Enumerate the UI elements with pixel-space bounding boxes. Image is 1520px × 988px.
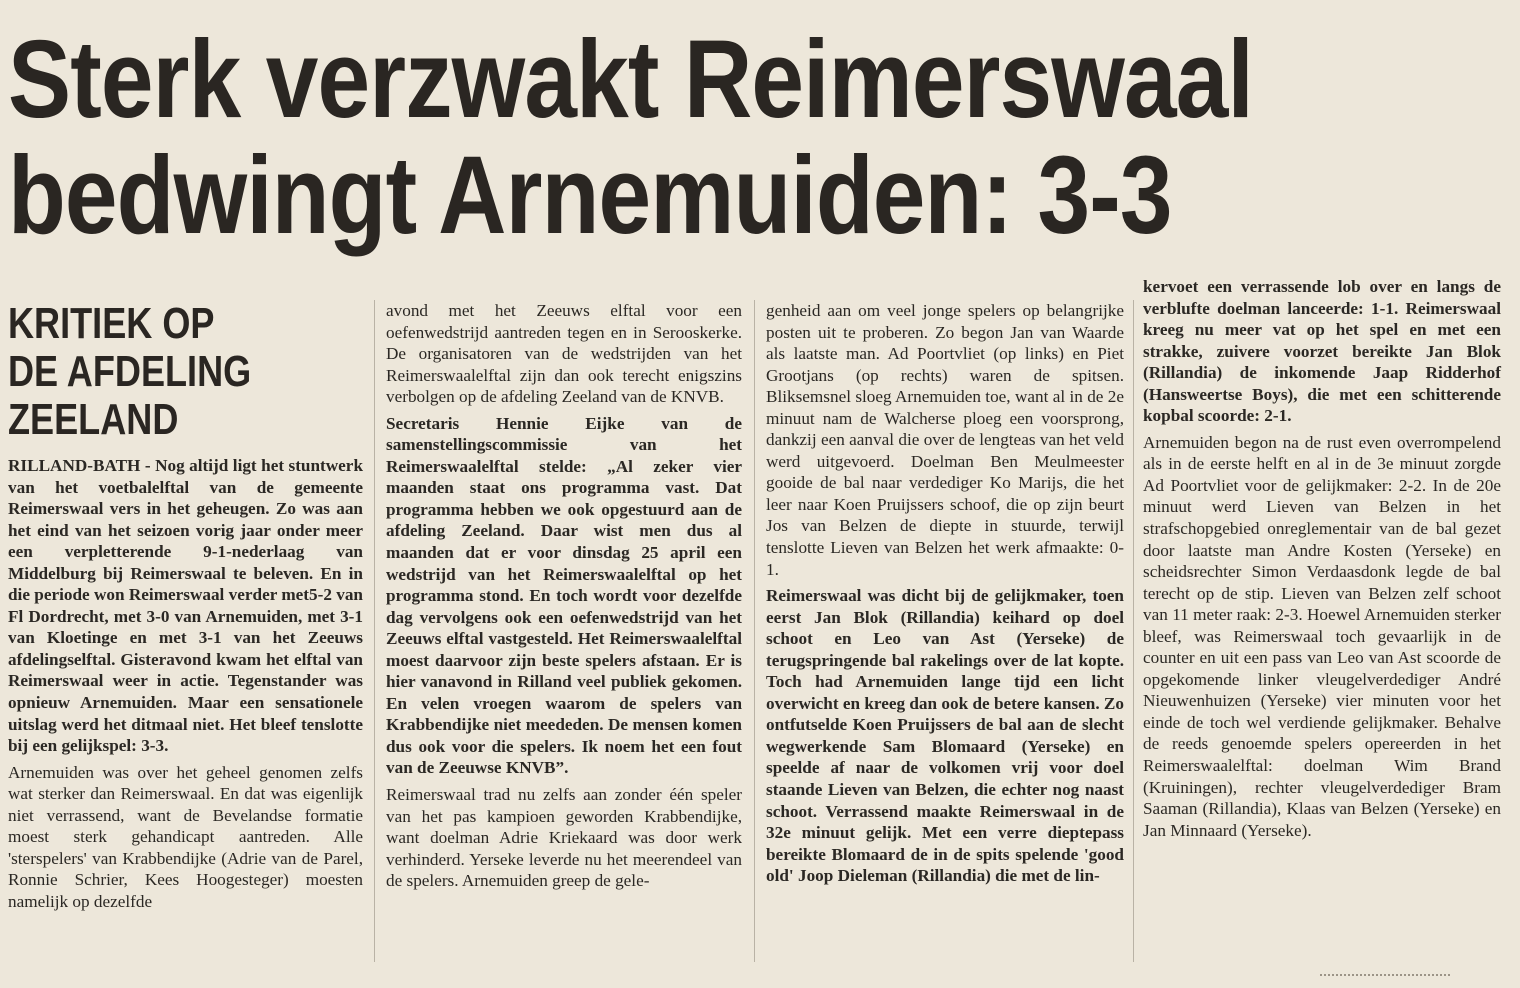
article-column-2: [386, 300, 742, 892]
headline-line-1: Sterk verzwakt Reimerswaal: [8, 18, 1253, 141]
column-divider: [754, 300, 755, 962]
paragraph: genheid aan om veel jonge spelers op belangrijke posten uit te proberen. Zo begon Jan van Waarde als laatste man. Ad Poortvliet (op links) en Piet Grootjans (op rechts) waren de spitsen. Bliksemsnel sloeg Arnemuiden toe, want al in de 2e minuut nam de Walcherse ploeg een voorsprong, dankzij een aanval die over de lengteas van het veld werd uitgevoerd. Doelman Ben Meulmeester gooide de bal naar verdediger Ko Marijs, die het leer naar Koen Pruijssers schoof, die op zijn beurt Jos van Belzen de diepte in stuurde, terwijl tenslotte Lieven van Belzen het werk afmaakte: 0-1.: [766, 301, 1124, 579]
subheading-line-1: KRITIEK OP: [8, 299, 215, 348]
article-column-3: [766, 300, 1124, 887]
column-divider: [1133, 300, 1134, 962]
paragraph: Reimerswaal trad nu zelfs aan zonder één speler van het pas kampioen geworden Krabbendijke, want doelman Adrie Kriekaard was door werk verhinderd. Yerseke leverde nu het meerendeel van de spelers. Arnemuiden greep de gele-: [386, 785, 742, 891]
article-column-4: [1143, 276, 1501, 841]
subheading: [8, 300, 352, 444]
paragraph: avond met het Zeeuws elftal voor een oefenwedstrijd aantreden tegen en in Serooskerke. De organisatoren van de wedstrijden van het Reimerswaalelftal zijn dan ook terecht enigszins verbolgen op de afdeling Zeeland van de KNVB.: [386, 301, 742, 407]
paragraph: Arnemuiden was over het geheel genomen zelfs wat sterker dan Reimerswaal. En dat was eigenlijk niet verrassend, want de Bevelandse formatie moest sterk gehandicapt aantreden. Alle 'sterspelers' van Krabbendijke (Adrie van de Parel, Ronnie Schrier, Kees Hoogesteger) moesten namelijk op dezelfde: [8, 762, 363, 911]
paragraph: Secretaris Hennie Eijke van de samenstellingscommissie van het Reimerswaalelftal stelde: „Al zeker vier maanden staat ons programma vast. Dat programma hebben we ook opgestuurd aan de afdeling Zeeland. Daar wist men dus al maanden dat er voor dinsdag 25 april een wedstrijd van het Reimerswaalelftal op het programma stond. En toch wordt voor dezelfde dag vervolgens ook een oefenwedstrijd van het Zeeuws elftal vastgesteld. Het Reimerswaalelftal moest daarvoor zijn beste spelers afstaan. Er is hier vanavond in Rilland veel publiek gekomen. En velen vroegen waarom de spelers van Krabbendijke niet meededen. De mensen komen dus ook voor die spelers. Ik noem het een fout van de Zeeuwse KNVB”.: [386, 413, 742, 778]
paragraph: RILLAND-BATH - Nog altijd ligt het stuntwerk van het voetbalelftal van de gemeente Reimerswaal vers in het geheugen. Zo was aan het eind van het seizoen vorig jaar onder meer een verpletterende 9-1-nederlaag van Middelburg bij Reimerswaal te beleven. En in die periode won Reimerswaal verder met5-2 van Fl Dordrecht, met 3-0 van Arnemuiden, met 3-1 van Kloetinge en met 3-1 van het Zeeuws afdelingselftal. Gisteravond kwam het elftal van Reimerswaal weer in actie. Tegenstander was opnieuw Arnemuiden. Maar een sensationele uitslag werd het ditmaal niet. Het bleef tenslotte bij een gelijkspel: 3-3.: [8, 456, 363, 756]
article-column-1: [8, 455, 363, 912]
paragraph: kervoet een verrassende lob over en langs de verblufte doelman lanceerde: 1-1. Reimerswaal kreeg nu meer vat op het spel en met een strakke, zuivere voorzet bereikte Jan Blok (Rillandia) de inkomende Jaap Ridderhof (Hansweertse Boys), die met een schitterende kopbal scoorde: 2-1.: [1143, 277, 1501, 426]
headline-line-2: bedwingt Arnemuiden: 3-3: [8, 134, 1172, 257]
column-divider: [374, 300, 375, 962]
headline: [8, 18, 1301, 257]
paragraph: Arnemuiden begon na de rust even overrompelend als in de eerste helft en al in de 3e minuut zorgde Ad Poortvliet voor de gelijkmaker: 2-2. In de 20e minuut werd Lieven van Belzen in het strafschopgebied onreglementair van de bal gezet door laatste man Andre Kosten (Yerseke) en scheidsrechter Simon Verdaasdonk legde de bal terecht op de stip. Lieven van Belzen zelf schoot van 11 meter raak: 2-3. Hoewel Arnemuiden sterker bleef, was Reimerswaal toch gevaarlijk in de counter en uit een pass van Leo van Ast scoorde de opgekomende linker vleugelverdediger André Nieuwenhuizen (Yerseke) vier minuten voor het einde de toch wel verdiende gelijkmaker. Behalve de reeds genoemde spelers opereerden in het Reimerswaalelftal: doelman Wim Brand (Kruiningen), rechter vleugelverdediger Bram Saaman (Rillandia), Klaas van Belzen (Yerseke) en Jan Minnaard (Yerseke).: [1143, 432, 1501, 840]
subheading-line-2: DE AFDELING: [8, 347, 252, 396]
paragraph: Reimerswaal was dicht bij de gelijkmaker, toen eerst Jan Blok (Rillandia) keihard op doel schoot en Leo van Ast (Yerseke) de terugspringende bal rakelings over de lat kopte. Toch had Arnemuiden lange tijd een licht overwicht en kreeg dan ook de betere kansen. Zo ontfutselde Koen Pruijssers de bal aan de slecht wegwerkende Sam Blomaard (Yerseke) en speelde af naar de volkomen vrij voor doel staande Lieven van Belzen, die echter nog naast schoot. Verrassend maakte Reimerswaal in de 32e minuut gelijk. Met een verre dieptepass bereikte Blomaard de in de spits spelende 'good old' Joop Dieleman (Rillandia) die met de lin-: [766, 586, 1124, 886]
subheading-line-3: ZEELAND: [8, 395, 179, 444]
end-mark: [1320, 966, 1450, 976]
